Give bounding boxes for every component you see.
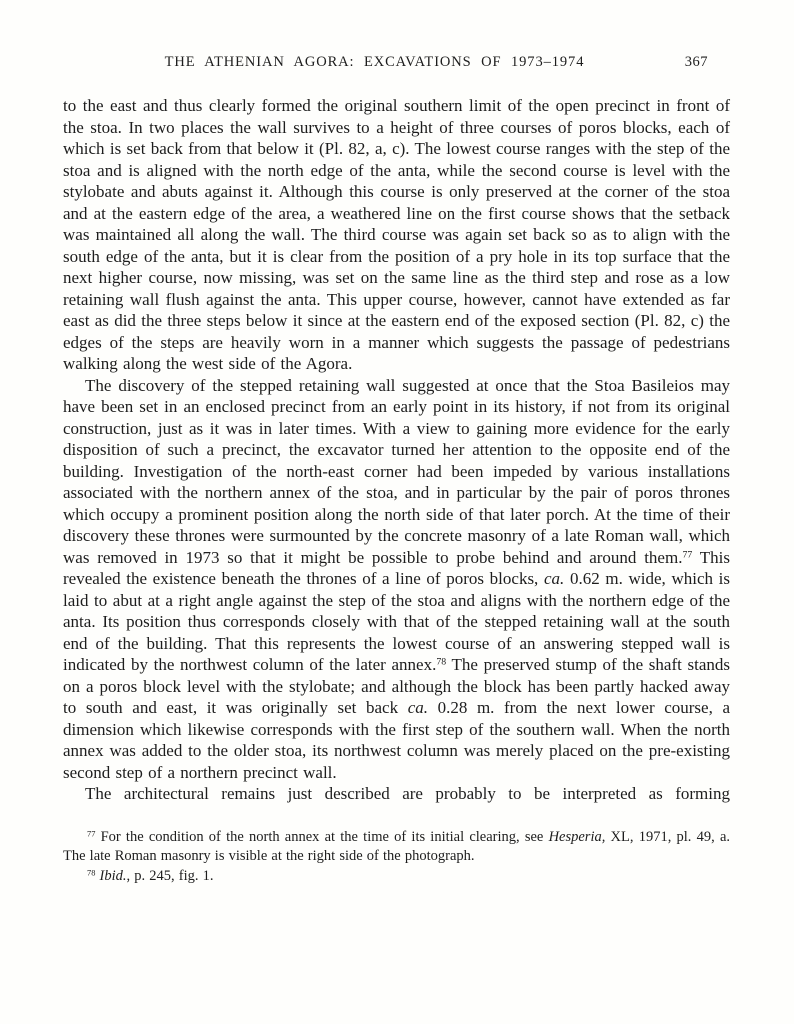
running-head — [63, 54, 730, 74]
page-number: 367 — [684, 54, 708, 70]
paragraph-2: The discovery of the stepped retaining wall suggested at once that the Stoa Basileios may have been set in an enclosed precinct from an early point in its history, if not from its original construction, just as it was in later times. With a view to gaining more evidence for the early disposition of such a precinct, the excavator turned her attention to the opposite end of the building. Investigation of the north-east corner had been impeded by various installations associated with the northern annex of the stoa, and in particular by the pair of poros thrones which occupy a prominent position along the north side of that later porch. At the time of their discovery these thrones were surmounted by the concrete masonry of a late Roman wall, which was removed in 1973 so that it might be possible to probe behind and around them.$^{77}$ This revealed the existence beneath the thrones of a line of poros blocks, ca. 0.62 m. wide, which is laid to abut at a right angle against the step of the stoa and aligns with the northern edge of the anta. Its position thus corresponds closely with that of the stepped retaining wall at the south end of the building. That this represents the lowest course of an answering stepped wall is indicated by the northwest column of the later annex.$^{78}$ The preserved stump of the shaft stands on a poros block level with the stylobate; and although the block has been partly hacked away to south and east, it was originally set back ca. 0.28 m. from the next lower course, a dimension which likewise corresponds with the first step of the southern wall. When the north annex was added to the older stoa, its northwest column was merely placed on the pre-existing second step of a northern precinct wall. — [63, 375, 730, 782]
body-text — [63, 95, 730, 805]
footnotes — [63, 828, 730, 887]
paragraph-3: The architectural remains just described are probably to be interpreted as forming — [85, 784, 730, 803]
footnote-77: $^{77}$ For the condition of the north annex at the time of its initial clearing, see Hesperia, XL, 1971, pl. 49, a. The late Roman masonry is visible at the right side of the photograph. — [63, 828, 730, 864]
paragraph-1: to the east and thus clearly formed the original southern limit of the open precinct in front of the stoa. In two places the wall survives to a height of three courses of poros blocks, each of which is set back from that below it (Pl. 82, a, c). The lowest course ranges with the step of the stoa and is aligned with the north edge of the anta, while the second course is level with the stylobate and abuts against it. Although this course is only preserved at the corner of the stoa and at the eastern edge of the area, a weathered line on the first course shows that the setback was maintained all along the wall. The third course was again set back so as to align with the south edge of the anta, but it is clear from the position of a pry hole in its top surface that the next higher course, now missing, was set on the same line as the third step and rose as a low retaining wall flush against the anta. This upper course, however, cannot have extended as far east as did the three steps below it since at the eastern end of the exposed section (Pl. 82, c) the edges of the steps are heavily worn in a manner which suggests the passage of pedestrians walking along the west side of the Agora. — [63, 96, 730, 373]
running-title: THE ATHENIAN AGORA: EXCAVATIONS OF 1973–1974 — [164, 54, 585, 70]
footnote-78: $^{78}$ Ibid., p. 245, fig. 1. — [87, 867, 214, 884]
